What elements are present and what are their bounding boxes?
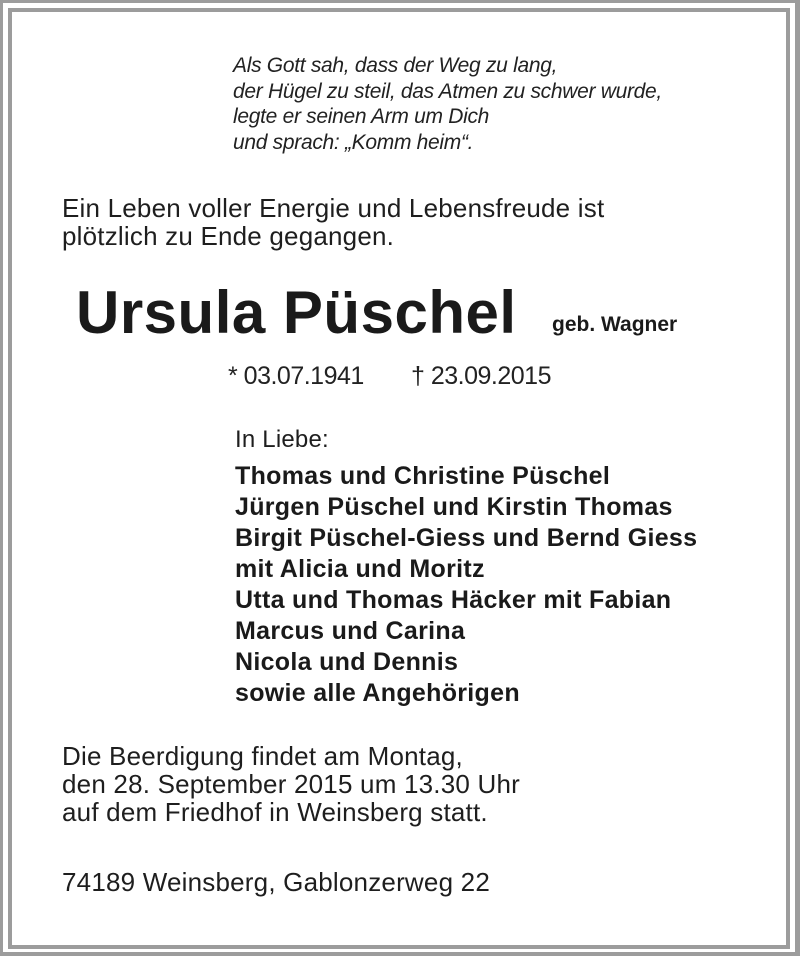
mourner-name: Marcus und Carina	[235, 617, 466, 645]
maiden-name: geb. Wagner	[552, 313, 678, 336]
funeral-line: den 28. September 2015 um 13.30 Uhr	[62, 769, 520, 799]
poem-line: legte er seinen Arm um Dich	[233, 105, 490, 128]
funeral-line: auf dem Friedhof in Weinsberg statt.	[62, 797, 488, 827]
death-date: † 23.09.2015	[411, 362, 551, 390]
mourner-name: Utta und Thomas Häcker mit Fabian	[235, 586, 672, 614]
poem-line: der Hügel zu steil, das Atmen zu schwer wurde,	[233, 80, 662, 103]
funeral-line: Die Beerdigung findet am Montag,	[62, 741, 463, 771]
birth-date: * 03.07.1941	[228, 362, 364, 390]
poem-line: und sprach: „Komm heim“.	[233, 131, 474, 154]
mourner-name: mit Alicia und Moritz	[235, 555, 485, 583]
mourner-name: sowie alle Angehörigen	[235, 679, 520, 707]
mourner-name: Jürgen Püschel und Kirstin Thomas	[235, 493, 673, 521]
intro-line: Ein Leben voller Energie und Lebensfreude ist	[62, 193, 605, 223]
intro-line: plötzlich zu Ende gegangen.	[62, 221, 395, 251]
mourner-name: Birgit Püschel-Giess und Bernd Giess	[235, 524, 698, 552]
address: 74189 Weinsberg, Gablonzerweg 22	[62, 867, 490, 897]
poem-line: Als Gott sah, dass der Weg zu lang,	[233, 54, 558, 77]
mourners-heading: In Liebe:	[235, 426, 329, 453]
mourner-name: Thomas und Christine Püschel	[235, 462, 611, 490]
deceased-name: Ursula Püschel	[76, 279, 517, 346]
mourner-name: Nicola und Dennis	[235, 648, 459, 676]
